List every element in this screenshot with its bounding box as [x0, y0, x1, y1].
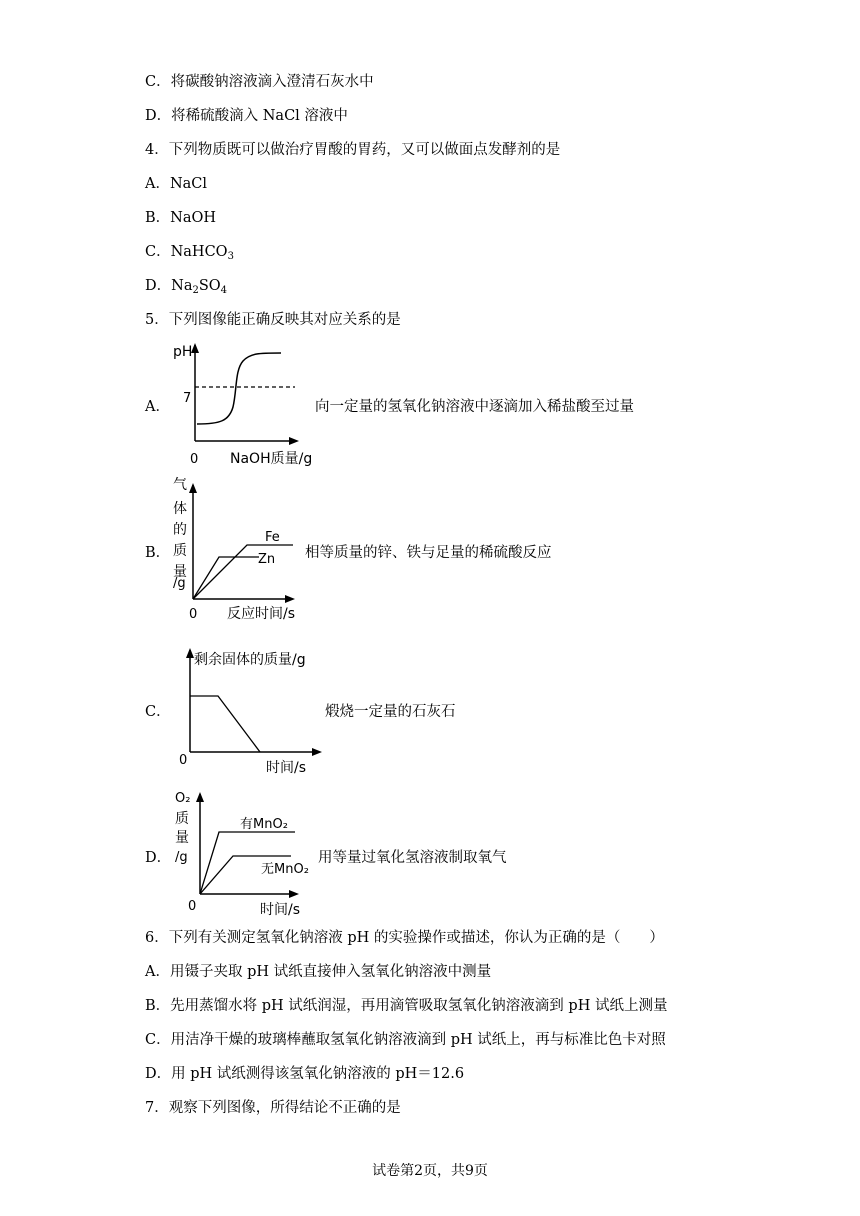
q5b-y-axis-char-3: 的	[173, 522, 187, 538]
q5b-x-axis-label: 反应时间/s	[227, 606, 296, 622]
q6-option-c: C．用洁净干燥的玻璃棒蘸取氢氧化钠溶液滴到 pH 试纸上，再与标准比色卡对照	[145, 1032, 666, 1048]
q5-graph-b	[165, 475, 310, 625]
q5-option-d-desc: 用等量过氧化氢溶液制取氧气	[318, 850, 507, 866]
q4-option-c: C．NaHCO$_3$	[145, 244, 234, 262]
q4-stem: 4．下列物质既可以做治疗胃酸的胃药，又可以做面点发酵剂的是	[145, 142, 561, 158]
q5b-y-axis-char-4: 质	[173, 543, 187, 559]
q5b-y-axis-char-2: 体	[173, 501, 187, 517]
q5-option-c-desc: 煅烧一定量的石灰石	[325, 704, 456, 720]
q4-option-d: D．$Na_2SO_4$	[145, 278, 228, 296]
q5-option-b-desc: 相等质量的锌、铁与足量的稀硫酸反应	[305, 545, 552, 561]
q5-graph-c	[170, 640, 330, 780]
q5a-origin: 0	[190, 452, 199, 467]
q5c-origin: 0	[179, 753, 188, 768]
q5b-series-zn: Zn	[258, 552, 276, 567]
q5c-x-axis-label: 时间/s	[266, 760, 307, 776]
q5d-y-axis-char-4: /g	[175, 850, 188, 865]
q7-stem: 7．观察下列图像，所得结论不正确的是	[145, 1100, 401, 1116]
q5-option-b-label: B．	[145, 545, 171, 561]
q6-option-d: D．用 pH 试纸测得该氢氧化钠溶液的 pH＝12.6	[145, 1066, 465, 1082]
q5a-x-axis-label: NaOH质量/g	[230, 451, 313, 467]
q5b-series-fe: Fe	[265, 530, 280, 545]
q5-option-a-label: A．	[145, 399, 170, 415]
q5d-y-axis-char-1: O₂	[175, 791, 191, 806]
q5d-origin: 0	[188, 899, 197, 914]
q6-option-a: A．用镊子夹取 pH 试纸直接伸入氢氧化钠溶液中测量	[145, 964, 492, 980]
q5d-series-without-mno2: 无MnO₂	[261, 862, 309, 877]
q5-graph-d	[165, 786, 325, 921]
q5d-series-with-mno2: 有MnO₂	[240, 817, 288, 832]
q5-option-a-desc: 向一定量的氢氧化钠溶液中逐滴加入稀盐酸至过量	[315, 399, 634, 415]
q5d-x-axis-label: 时间/s	[260, 902, 301, 918]
q5a-y-axis-label: pH	[173, 344, 193, 360]
q4-option-a: A．NaCl	[145, 176, 208, 192]
q5-stem: 5．下列图像能正确反映其对应关系的是	[145, 312, 401, 328]
q4-option-b: B．NaOH	[145, 210, 217, 226]
page-footer: 试卷第2页，共9页	[372, 1163, 488, 1179]
q3-option-d: D．将稀硫酸滴入 NaCl 溶液中	[145, 108, 348, 124]
q6-stem: 6．下列有关测定氢氧化钠溶液 pH 的实验操作或描述，你认为正确的是（ ）	[145, 930, 664, 946]
q5b-origin: 0	[189, 607, 198, 622]
q5d-y-axis-char-3: 量	[175, 830, 189, 846]
q5-graph-a	[165, 335, 315, 470]
q5b-y-axis-char-5: 量	[173, 564, 187, 580]
q5d-y-axis-char-2: 质	[175, 811, 189, 827]
q5-option-d-label: D．	[145, 850, 172, 866]
q5c-y-axis-label: 剩余固体的质量/g	[194, 652, 306, 668]
q5b-y-axis-char-1: 气	[173, 477, 187, 493]
q5b-y-axis-char-6: /g	[173, 576, 186, 591]
q5a-y-tick: 7	[183, 391, 192, 406]
q3-option-c: C．将碳酸钠溶液滴入澄清石灰水中	[145, 74, 374, 90]
q5-option-c-label: C．	[145, 704, 171, 720]
q6-option-b: B．先用蒸馏水将 pH 试纸润湿，再用滴管吸取氢氧化钠溶液滴到 pH 试纸上测量	[145, 998, 668, 1014]
